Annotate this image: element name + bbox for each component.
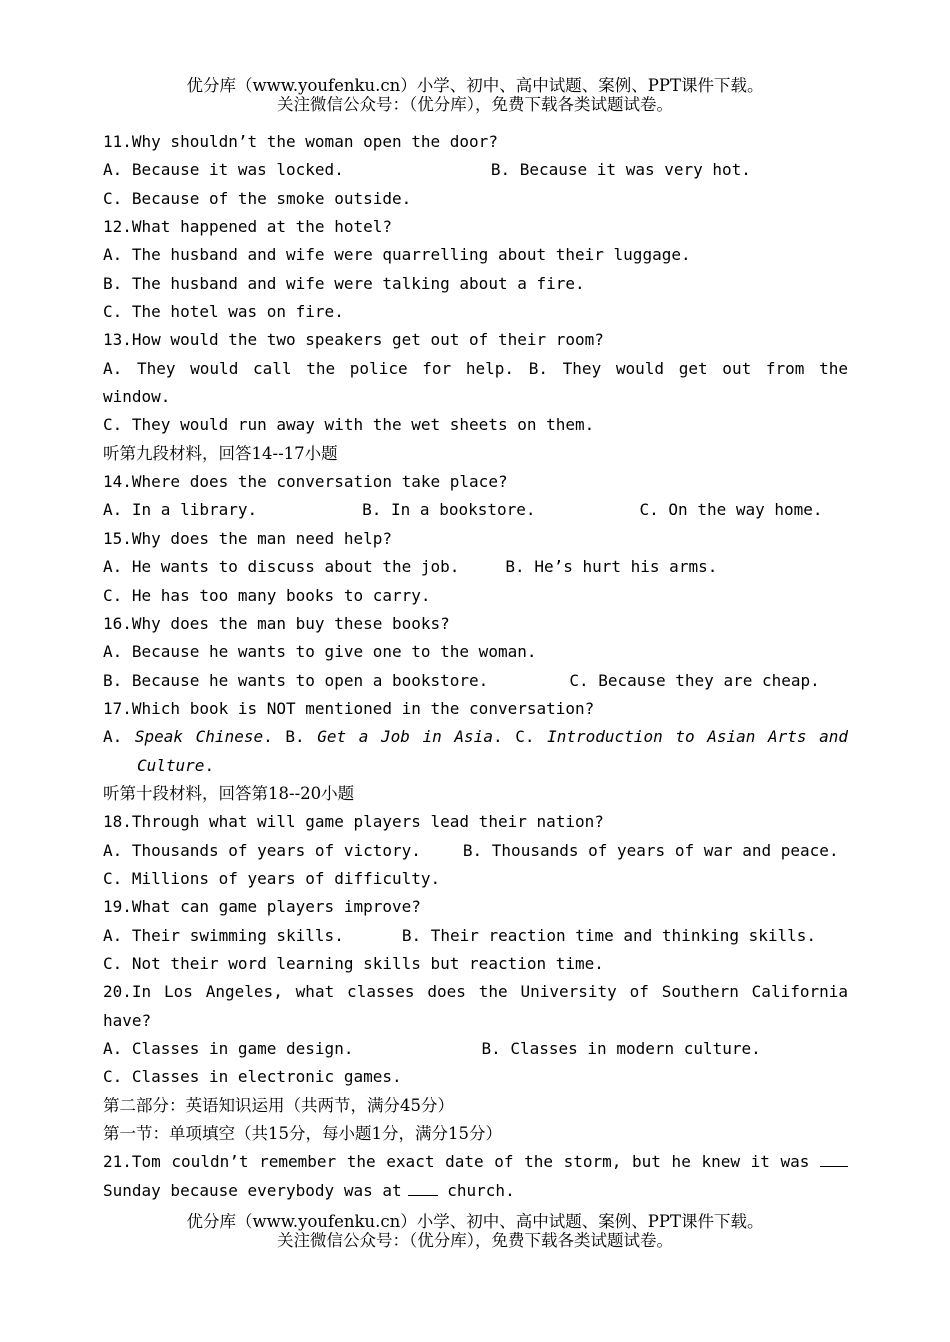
question-16-options-bc	[103, 667, 848, 695]
question-21-stem-text-2: Sunday because everybody was at	[103, 1180, 402, 1200]
option-b: B. Classes in modern culture.	[481, 1039, 761, 1058]
question-12-option-c: C. The hotel was on fire.	[103, 302, 344, 322]
question-13-options-ab	[103, 355, 848, 383]
question-12-stem: 12.What happened at the hotel?	[103, 217, 392, 237]
question-11-options-ab	[103, 156, 848, 184]
option-b-title: Get a Job in Asia	[317, 727, 493, 747]
question-16-option-a: A. Because he wants to give one to the woman.	[103, 642, 537, 662]
question-13-option-b-continued: window.	[103, 387, 171, 407]
question-21-stem-continued	[103, 1177, 848, 1205]
question-19-option-c: C. Not their word learning skills but reaction time.	[103, 953, 604, 973]
option-a: A. In a library.	[103, 500, 258, 520]
question-19-options-ab	[103, 922, 848, 950]
question-21-stem	[103, 1148, 848, 1176]
answer-blank-2	[408, 1179, 438, 1196]
question-14-stem: 14.Where does the conversation take place?	[103, 472, 508, 492]
page-footer	[0, 1212, 950, 1250]
section-1-heading: 第一节：单项填空（共15分，每小题1分，满分15分）	[103, 1124, 502, 1144]
option-c-label: C.	[515, 727, 535, 747]
question-21-stem-text: 21.Tom couldn’t remember the exact date of the storm, but he knew it was	[103, 1152, 810, 1172]
question-12-option-a: A. The husband and wife were quarrelling about their luggage.	[103, 245, 691, 265]
question-13-option-c: C. They would run away with the wet sheets on them.	[103, 415, 595, 435]
option-a: A. Their swimming skills.	[103, 925, 344, 945]
option-b: B. He’s hurt his arms.	[505, 557, 718, 577]
answer-blank	[820, 1150, 848, 1167]
option-b-label: B.	[285, 727, 305, 747]
option-b: B. In a bookstore.	[362, 500, 536, 520]
question-12-option-b: B. The husband and wife were talking about a fire.	[103, 273, 585, 293]
option-a: A. Because it was locked.	[103, 160, 344, 180]
question-11-stem: 11.Why shouldn’t the woman open the door?	[103, 132, 498, 151]
section-10-heading: 听第十段材料，回答第18--20小题	[103, 783, 355, 803]
option-a: A. Thousands of years of victory.	[103, 840, 421, 860]
header-line-2: 关注微信公众号：（优分库），免费下载各类试题试卷。	[277, 95, 673, 114]
section-9-heading: 听第九段材料，回答14--17小题	[103, 443, 338, 463]
question-20-stem: 20.In Los Angeles, what classes does the University of Southern California	[103, 982, 848, 1002]
footer-line-2: 关注微信公众号：（优分库），免费下载各类试题试卷。	[277, 1231, 673, 1250]
question-18-option-c: C. Millions of years of difficulty.	[103, 868, 441, 888]
question-16-stem: 16.Why does the man buy these books?	[103, 613, 450, 633]
page-header	[0, 76, 950, 114]
question-14-options	[103, 496, 848, 524]
question-20-stem-continued: have?	[103, 1010, 152, 1030]
part-2-heading: 第二部分：英语知识运用（共两节，满分45分）	[103, 1095, 454, 1115]
option-c-title-continued: Culture	[137, 755, 205, 775]
question-15-stem: 15.Why does the man need help?	[103, 528, 392, 548]
option-b: B. Because it was very hot.	[490, 160, 751, 180]
option-a-title: Speak Chinese	[134, 727, 264, 747]
option-b: B. Thousands of years of war and peace.	[462, 840, 839, 860]
option-a: A. Classes in game design.	[103, 1039, 354, 1058]
option-a: A. He wants to discuss about the job.	[103, 557, 460, 577]
question-20-option-c: C. Classes in electronic games.	[103, 1067, 402, 1087]
question-20-options-ab	[103, 1035, 848, 1063]
question-13-stem: 13.How would the two speakers get out of their room?	[103, 330, 604, 350]
question-11-option-c: C. Because of the smoke outside.	[103, 188, 412, 208]
question-17-options: A. Speak Chinese. B. Get a Job in Asia. C. Introduction to Asian Arts and	[103, 727, 848, 747]
option-c-title: Introduction to Asian Arts and	[547, 727, 848, 747]
option-b: B. Their reaction time and thinking skills.	[401, 925, 817, 945]
question-17-option-c-continued: Culture.	[137, 755, 215, 775]
question-15-options-ab	[103, 553, 848, 581]
question-19-stem: 19.What can game players improve?	[103, 897, 421, 917]
option-c: C. On the way home.	[639, 500, 823, 520]
footer-line-1: 优分库（www.youfenku.cn）小学、初中、高中试题、案例、PPT课件下载。	[186, 1212, 764, 1231]
question-17-stem: 17.Which book is NOT mentioned in the conversation?	[103, 698, 595, 718]
option-c: C. Because they are cheap.	[569, 670, 820, 690]
option-a-label: A.	[103, 727, 123, 747]
question-15-option-c: C. He has too many books to carry.	[103, 585, 431, 605]
question-18-options-ab	[103, 837, 848, 865]
header-line-1: 优分库（www.youfenku.cn）小学、初中、高中试题、案例、PPT课件下载。	[186, 76, 764, 95]
question-21-stem-text-3: church.	[447, 1180, 515, 1200]
question-18-stem: 18.Through what will game players lead their nation?	[103, 812, 604, 832]
option-b: B. They would get out from the	[528, 358, 848, 378]
option-a: A. They would call the police for help.	[103, 358, 515, 378]
option-b: B. Because he wants to open a bookstore.	[103, 670, 489, 690]
question-list	[103, 128, 848, 1205]
